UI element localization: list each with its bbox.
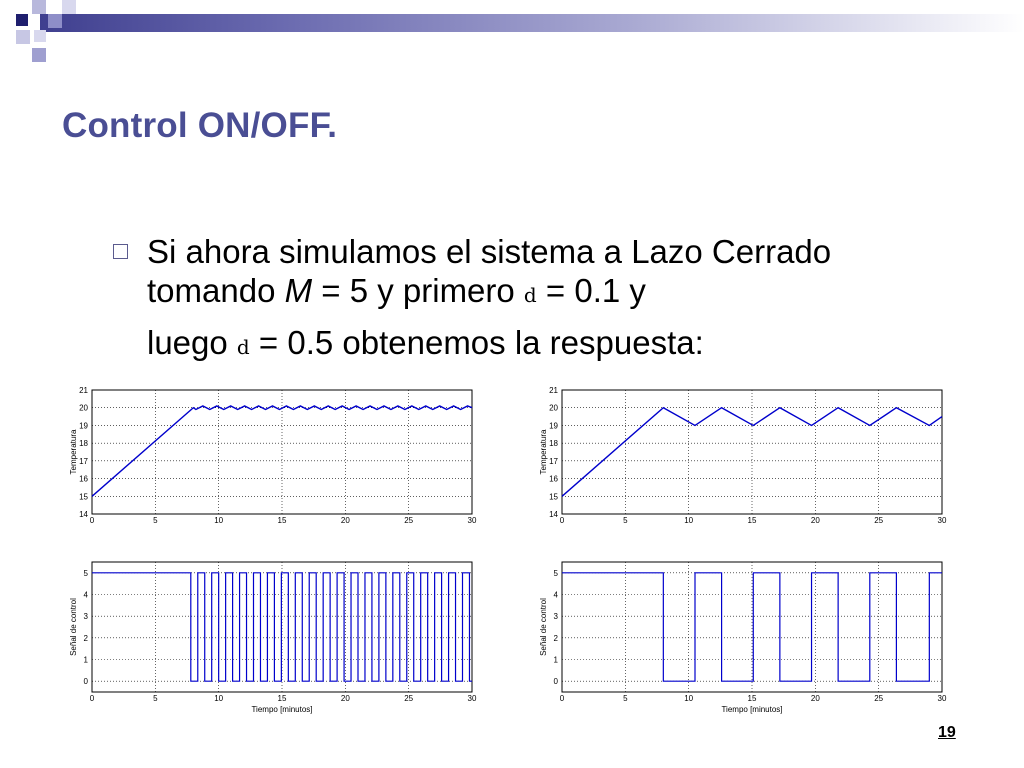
- x-tick-label: 25: [404, 694, 414, 703]
- x-tick-label: 5: [153, 516, 158, 525]
- x-tick-label: 10: [684, 516, 694, 525]
- y-tick-label: 17: [549, 456, 558, 466]
- y-axis-label: Señal de control: [69, 598, 78, 656]
- x-tick-label: 10: [214, 694, 224, 703]
- bullet-var-d: d: [236, 335, 250, 359]
- x-tick-label: 15: [747, 694, 757, 703]
- chart-svg: [62, 558, 482, 718]
- y-tick-label: 1: [83, 655, 88, 665]
- x-tick-label: 0: [89, 694, 95, 703]
- y-tick-label: 4: [83, 590, 88, 600]
- bullet-text-part: = 0.5 obtenemos la respuesta:: [249, 324, 704, 361]
- x-tick-label: 0: [559, 694, 565, 703]
- control-signal-chart-d01: [62, 558, 482, 718]
- y-tick-label: 20: [549, 403, 558, 413]
- bullet-square-icon: [113, 244, 128, 259]
- page-number: 19: [938, 724, 956, 741]
- x-tick-label: 5: [623, 516, 628, 525]
- y-tick-label: 0: [83, 677, 88, 687]
- y-tick-label: 2: [553, 633, 558, 643]
- x-tick-label: 5: [153, 694, 158, 703]
- y-tick-label: 17: [79, 456, 88, 466]
- bullet-text-part: = 5 y primero: [312, 272, 524, 309]
- y-tick-label: 5: [553, 568, 558, 578]
- y-tick-label: 16: [79, 474, 88, 484]
- x-axis-label: Tiempo [minutos]: [251, 705, 313, 714]
- bullet-var-d: d: [523, 283, 537, 307]
- x-tick-label: 5: [623, 694, 628, 703]
- y-tick-label: 14: [79, 510, 88, 519]
- y-axis-label: Temperatura: [69, 429, 78, 475]
- x-tick-label: 0: [89, 516, 95, 525]
- x-tick-label: 25: [874, 516, 884, 525]
- x-tick-label: 15: [747, 516, 757, 525]
- x-tick-label: 30: [937, 516, 947, 525]
- y-tick-label: 19: [549, 421, 558, 431]
- temperature-chart-d01: [62, 384, 482, 526]
- x-tick-label: 10: [684, 694, 694, 703]
- header-decoration: [0, 0, 1024, 40]
- y-tick-label: 3: [83, 612, 88, 622]
- x-tick-label: 15: [277, 694, 287, 703]
- y-tick-label: 18: [549, 439, 558, 449]
- x-tick-label: 0: [559, 516, 565, 525]
- x-tick-label: 10: [214, 516, 224, 525]
- y-tick-label: 15: [549, 492, 558, 502]
- y-tick-label: 14: [549, 510, 558, 519]
- x-tick-label: 25: [404, 516, 414, 525]
- y-tick-label: 19: [79, 421, 88, 431]
- y-tick-label: 4: [553, 590, 558, 600]
- y-tick-label: 15: [79, 492, 88, 502]
- bullet-text-part: luego: [147, 324, 237, 361]
- y-tick-label: 16: [549, 474, 558, 484]
- y-axis-label: Temperatura: [539, 429, 548, 475]
- y-axis-label: Señal de control: [539, 598, 548, 656]
- bullet-text-line3: [147, 324, 704, 362]
- plot-frame: [92, 562, 472, 692]
- bullet-text-part: = 0.1 y: [536, 272, 646, 309]
- bullet-text-part: Si ahora simulamos el sistema a Lazo Cerrado tomando: [147, 233, 832, 309]
- bullet-var-m: M: [284, 272, 313, 309]
- chart-svg: [532, 558, 952, 718]
- control-signal-chart-d05: [532, 558, 952, 718]
- y-tick-label: 2: [83, 633, 88, 643]
- x-tick-label: 20: [340, 516, 350, 525]
- y-tick-label: 5: [83, 568, 88, 578]
- temperature-chart-d05: [532, 384, 952, 526]
- header-gradient-band: [40, 14, 1024, 32]
- x-tick-label: 20: [810, 694, 820, 703]
- x-tick-label: 20: [810, 516, 820, 525]
- header-squares-logo: [0, 0, 120, 70]
- x-tick-label: 20: [340, 694, 350, 703]
- bullet-text: [147, 232, 967, 315]
- x-tick-label: 25: [874, 694, 884, 703]
- chart-svg: [532, 384, 952, 526]
- y-tick-label: 21: [79, 386, 88, 395]
- x-tick-label: 30: [937, 694, 947, 703]
- x-tick-label: 30: [467, 694, 477, 703]
- y-tick-label: 20: [79, 403, 88, 413]
- slide-title: Control ON/OFF.: [62, 106, 338, 145]
- plot-frame: [562, 562, 942, 692]
- y-tick-label: 0: [553, 677, 558, 687]
- x-tick-label: 15: [277, 516, 287, 525]
- y-tick-label: 1: [553, 655, 558, 665]
- y-tick-label: 21: [549, 386, 558, 395]
- y-tick-label: 3: [553, 612, 558, 622]
- y-tick-label: 18: [79, 439, 88, 449]
- x-axis-label: Tiempo [minutos]: [721, 705, 783, 714]
- chart-svg: [62, 384, 482, 526]
- x-tick-label: 30: [467, 516, 477, 525]
